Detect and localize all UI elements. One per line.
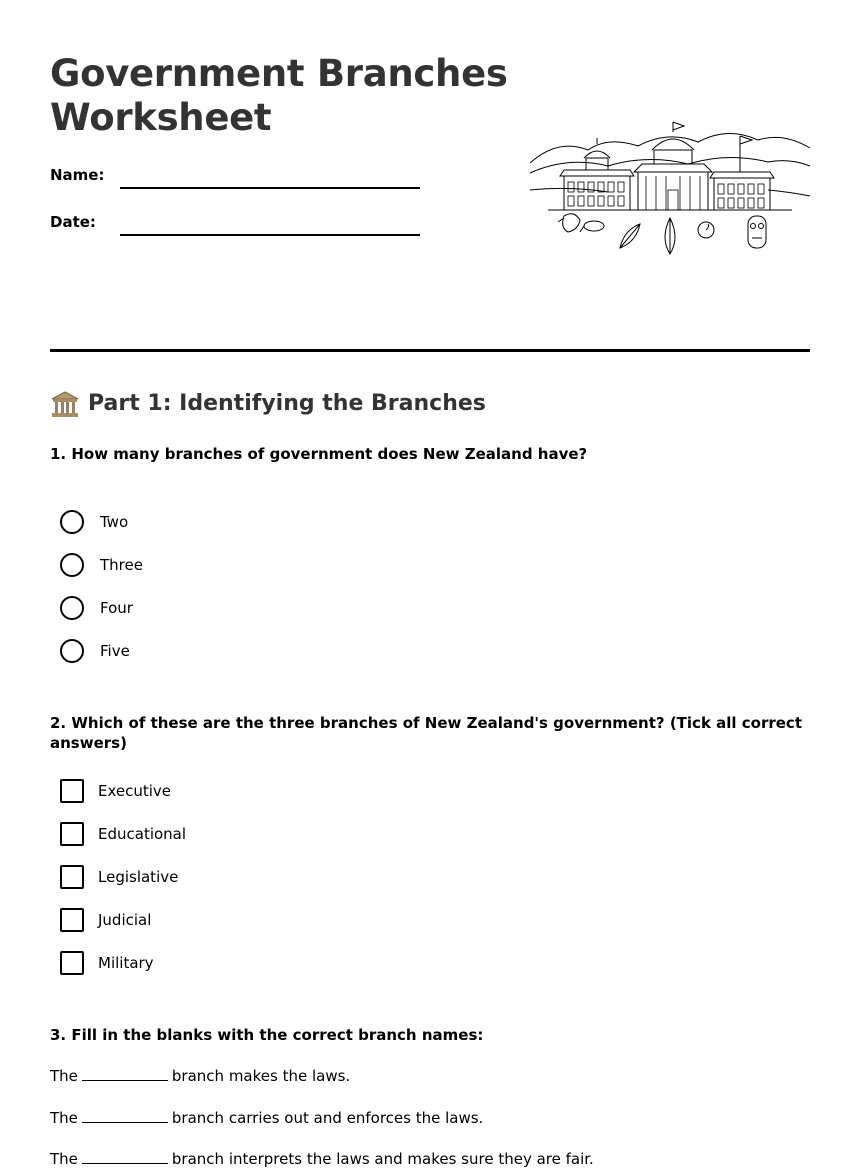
option-label: Three — [100, 556, 143, 574]
blank-suffix: branch interprets the laws and makes sure they are fair. — [171, 1150, 594, 1168]
title-line-1: Government Branches — [50, 52, 508, 95]
header-divider — [50, 349, 810, 352]
q1-option-five[interactable] — [60, 639, 130, 663]
question-3: 3. Fill in the blanks with the correct branch names: — [50, 1026, 484, 1044]
radio-button[interactable] — [60, 553, 84, 577]
date-label: Date: — [50, 213, 96, 231]
fill-blank-row — [50, 1149, 594, 1169]
blank-suffix: branch makes the laws. — [171, 1067, 351, 1085]
blank-prefix: The — [50, 1150, 78, 1168]
option-label: Five — [100, 642, 130, 660]
part1-title-text: Part 1: Identifying the Branches — [88, 391, 486, 416]
option-label: Two — [100, 513, 129, 531]
classical-building-icon — [50, 389, 80, 419]
radio-button[interactable] — [60, 639, 84, 663]
option-label: Military — [98, 954, 154, 972]
name-field-row — [50, 165, 430, 195]
worksheet-title — [50, 52, 520, 140]
blank-suffix: branch carries out and enforces the laws. — [171, 1109, 484, 1127]
checkbox[interactable] — [60, 779, 84, 803]
option-label: Educational — [98, 825, 187, 843]
q2-option-judicial[interactable] — [60, 908, 151, 932]
blank-field[interactable] — [82, 1108, 168, 1123]
option-label: Four — [100, 599, 133, 617]
date-field-row — [50, 212, 430, 242]
q2-option-educational[interactable] — [60, 822, 186, 846]
question-1: 1. How many branches of government does New Zealand have? — [50, 445, 588, 463]
date-field[interactable] — [120, 234, 420, 236]
blank-field[interactable] — [82, 1066, 168, 1081]
q1-option-three[interactable] — [60, 553, 143, 577]
parliament-illustration — [528, 118, 812, 258]
q2-option-executive[interactable] — [60, 779, 171, 803]
fill-blank-row — [50, 1066, 350, 1086]
radio-button[interactable] — [60, 596, 84, 620]
name-label: Name: — [50, 166, 105, 184]
option-label: Judicial — [98, 911, 152, 929]
radio-button[interactable] — [60, 510, 84, 534]
blank-field[interactable] — [82, 1149, 168, 1164]
name-field[interactable] — [120, 187, 420, 189]
title-line-2: Worksheet — [50, 96, 272, 139]
checkbox[interactable] — [60, 951, 84, 975]
q1-option-two[interactable] — [60, 510, 128, 534]
fill-blank-row — [50, 1108, 483, 1128]
q1-option-four[interactable] — [60, 596, 133, 620]
checkbox[interactable] — [60, 822, 84, 846]
checkbox[interactable] — [60, 865, 84, 889]
question-2: 2. Which of these are the three branches of New Zealand's government? (Tick all correct answers) — [50, 714, 802, 752]
blank-prefix: The — [50, 1067, 78, 1085]
option-label: Executive — [98, 782, 172, 800]
blank-prefix: The — [50, 1109, 78, 1127]
q2-option-military[interactable] — [60, 951, 154, 975]
option-label: Legislative — [98, 868, 179, 886]
part1-title — [50, 388, 486, 420]
q2-option-legislative[interactable] — [60, 865, 178, 889]
checkbox[interactable] — [60, 908, 84, 932]
